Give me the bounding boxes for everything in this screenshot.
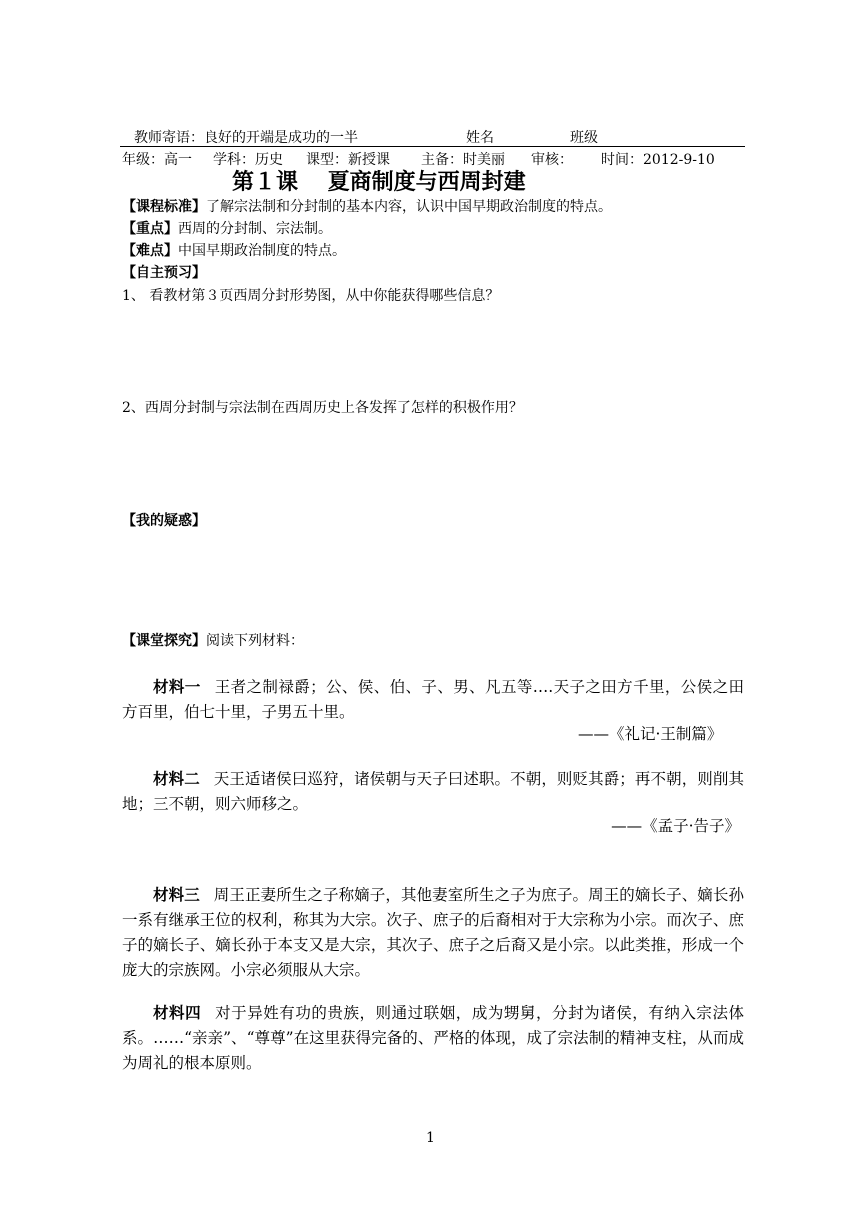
teacher-note: 教师寄语：良好的开端是成功的一半 xyxy=(134,130,358,146)
page-number: 1 xyxy=(426,1130,435,1146)
course-standard xyxy=(122,197,612,217)
material-4 xyxy=(122,1000,744,1076)
preview-label: 【自主预习】 xyxy=(122,265,206,281)
explore-label: 【课堂探究】 xyxy=(122,633,206,649)
difficult-point-text: 中国早期政治制度的特点。 xyxy=(178,243,346,259)
key-point xyxy=(122,219,332,239)
lesson-title: 第１课 夏商制度与西周封建 xyxy=(232,169,526,195)
meta-lead: 主备：时美丽 xyxy=(421,152,505,168)
meta-lesson-type: 课型：新授课 xyxy=(306,152,390,168)
meta-grade: 年级：高一 xyxy=(122,152,192,168)
meta-date: 时间：2012-9-10 xyxy=(601,152,715,168)
difficult-point xyxy=(122,241,346,261)
material-3-label: 材料三 xyxy=(153,885,200,904)
header-rule xyxy=(120,146,745,147)
preview-question-2: 2、西周分封制与宗法制在西周历史上各发挥了怎样的积极作用？ xyxy=(122,400,523,416)
course-standard-text: 了解宗法制和分封制的基本内容，认识中国早期政治制度的特点。 xyxy=(206,199,612,215)
material-2 xyxy=(122,766,744,817)
material-4-text: 对于异姓有功的贵族，则通过联姻，成为甥舅，分封为诸侯，有纳入宗法体系。……“亲亲”、“尊尊”在这里获得完备的、严格的体现，成了宗法制的精神支柱，从而成为周礼的根本原则。 xyxy=(122,1004,744,1072)
preview-question-1: 1、 看教材第３页西周分封形势图，从中你能获得哪些信息？ xyxy=(122,288,500,304)
material-2-text: 天王适诸侯曰巡狩，诸侯朝与天子曰述职。不朝，则贬其爵；再不朝，则削其地；三不朝，则六师移之。 xyxy=(122,770,744,813)
material-1-text: 王者之制禄爵；公、侯、伯、子、男、凡五等….天子之田方千里，公侯之田方百里，伯七十里，子男五十里。 xyxy=(122,678,744,721)
explore-text: 阅读下列材料： xyxy=(206,633,304,649)
course-standard-label: 【课程标准】 xyxy=(122,199,206,215)
key-point-text: 西周的分封制、宗法制。 xyxy=(178,221,332,237)
material-2-label: 材料二 xyxy=(153,769,200,788)
meta-review: 审核： xyxy=(531,152,573,168)
difficult-point-label: 【难点】 xyxy=(122,243,178,259)
doubts-label: 【我的疑惑】 xyxy=(122,513,206,529)
material-1-label: 材料一 xyxy=(153,677,201,696)
material-4-label: 材料四 xyxy=(153,1003,202,1022)
key-point-label: 【重点】 xyxy=(122,221,178,237)
material-3 xyxy=(122,882,744,983)
material-2-source: ——《孟子·告子》 xyxy=(611,817,740,835)
material-3-text: 周王正妻所生之子称嫡子，其他妻室所生之子为庶子。周王的嫡长子、嫡长孙一系有继承王位的权利，称其为大宗。次子、庶子的后裔相对于大宗称为小宗。而次子、庶子的嫡长子、嫡长孙于本支又是大宗，其次子、庶子之后裔又是小宗。以此类推，形成一个庞大的宗族网。小宗必须服从大宗。 xyxy=(122,886,744,979)
name-label: 姓名 xyxy=(466,130,494,146)
material-1 xyxy=(122,674,744,725)
explore-heading xyxy=(122,631,304,651)
meta-subject: 学科：历史 xyxy=(213,152,283,168)
class-label: 班级 xyxy=(570,130,598,146)
material-1-source: ——《礼记·王制篇》 xyxy=(578,725,723,743)
